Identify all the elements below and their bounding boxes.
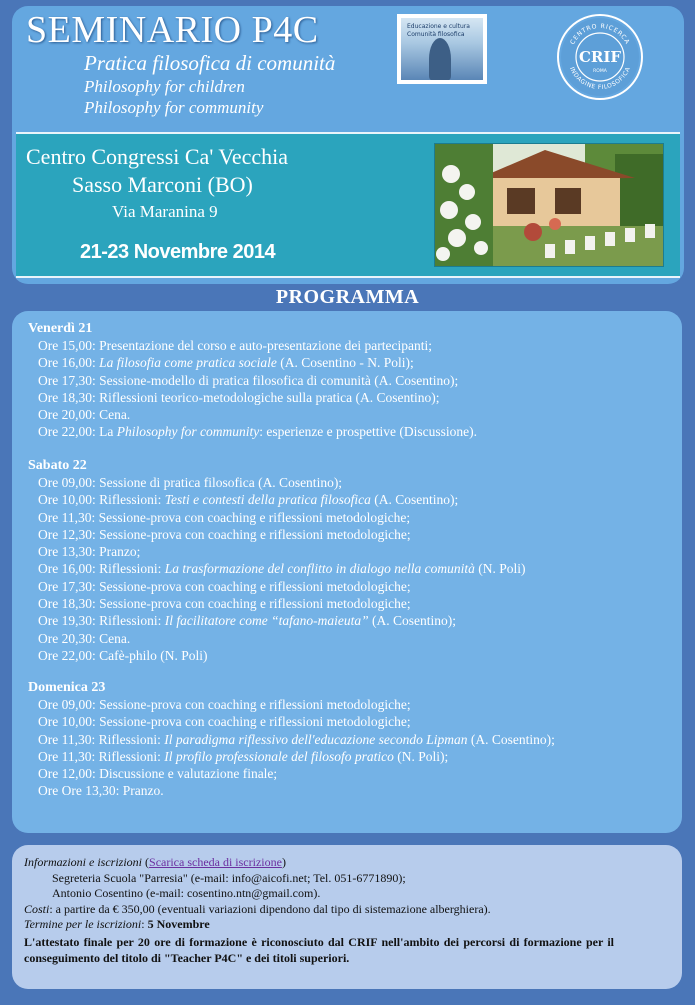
session-line: Ore 18,30: Riflessioni teorico-metodologiche sulla pratica (A. Cosentino); <box>38 389 440 405</box>
session-line: Ore 17,30: Sessione-prova con coaching e riflessioni metodologiche; <box>38 578 411 594</box>
info-header: Informazioni e iscrizioni (Scarica scheda di iscrizione) <box>24 855 286 869</box>
day-title: Sabato 22 <box>28 458 87 473</box>
session-line: Ore 12,30: Sessione-prova con coaching e riflessioni metodologiche; <box>38 526 411 542</box>
venue-photo <box>434 143 664 267</box>
crif-ring-top: CENTRO RICERCA <box>569 22 631 46</box>
session-line: Ore 15,00: Presentazione del corso e auto-presentazione dei partecipanti; <box>38 338 432 353</box>
day-title: Venerdì 21 <box>28 321 93 336</box>
session-line: Ore 17,30: Sessione-modello di pratica filosofica di comunità (A. Cosentino); <box>38 372 459 388</box>
info-label: Informazioni e iscrizioni <box>24 855 143 869</box>
certificate-note: L'attestato finale per 20 ore di formazione è riconosciuto dal CRIF nell'ambito dei percorsi di formazione per il conseguimento del titolo di "Teacher P4C" e dei titoli superiori. <box>24 934 614 965</box>
deadline-line: Termine per le iscrizioni: 5 Novembre <box>24 917 210 932</box>
contact-cosentino: Antonio Cosentino (e-mail: cosentino.ntn@gmail.com). <box>52 886 321 901</box>
subtitle-main: Pratica filosofica di comunità <box>84 51 336 75</box>
crif-acronym: CRIF <box>578 48 622 66</box>
contact-secretary: Segreteria Scuola "Parresia" (e-mail: info@aicofi.net; Tel. 051-6771890); <box>52 870 406 885</box>
costs-line: Costi: a partire da € 350,00 (eventuali variazioni dipendono dal tipo di sistemazione alberghiera). <box>24 901 491 916</box>
session-line: Ore 09,00: Sessione-prova con coaching e riflessioni metodologiche; <box>38 697 411 712</box>
session-line: Ore 20,30: Cena. <box>38 630 131 646</box>
page-title: SEMINARIO P4C <box>26 9 319 51</box>
book-cover-text: Educazione e cultura Comunità filosofica <box>407 23 470 38</box>
event-dates: 21-23 Novembre 2014 <box>80 241 276 263</box>
subtitle-community: Philosophy for community <box>84 98 264 117</box>
book-cover-image <box>397 14 487 84</box>
session-line: Ore 19,30: Riflessioni: Il facilitatore come “tafano-maieuta” (A. Cosentino); <box>38 613 456 629</box>
day-sunday <box>28 679 555 800</box>
session-line: Ore 11,30: Sessione-prova con coaching e riflessioni metodologiche; <box>38 509 411 525</box>
crif-city: ROMA <box>593 69 607 74</box>
statue-figure <box>429 38 451 80</box>
subtitle-children: Philosophy for children <box>84 77 245 96</box>
download-form-link[interactable]: Scarica scheda di iscrizione <box>149 855 282 869</box>
day-friday <box>28 320 477 441</box>
session-line: Ore 16,00: La filosofia come pratica sociale (A. Cosentino - N. Poli); <box>38 355 414 371</box>
venue-city: Sasso Marconi (BO) <box>72 172 253 197</box>
crif-logo <box>557 14 643 100</box>
venue-band <box>16 132 680 278</box>
session-line: Ore 22,00: Cafè-philo (N. Poli) <box>38 647 208 663</box>
venue-street: Via Maranina 9 <box>112 202 218 221</box>
session-line: Ore 11,30: Riflessioni: Il profilo professionale del filosofo pratico (N. Poli); <box>38 748 449 764</box>
day-saturday <box>28 457 526 664</box>
crif-ring-bottom: INDAGINE FILOSOFICA <box>568 65 632 92</box>
session-line: Ore 20,00: Cena. <box>38 407 131 423</box>
session-line: Ore 13,30: Pranzo; <box>38 544 141 560</box>
venue-name: Centro Congressi Ca' Vecchia <box>26 144 289 169</box>
session-line: Ore 10,00: Riflessioni: Testi e contesti della pratica filosofica (A. Cosentino); <box>38 492 459 508</box>
info-panel <box>12 845 682 989</box>
session-line: Ore 09,00: Sessione di pratica filosofica (A. Cosentino); <box>38 475 343 490</box>
session-line: Ore 22,00: La Philosophy for community: esperienze e prospettive (Discussione). <box>38 424 478 440</box>
session-line: Ore 16,00: Riflessioni: La trasformazione del conflitto in dialogo nella comunità (N. Poli) <box>38 561 526 577</box>
header-panel <box>12 6 684 284</box>
day-title: Domenica 23 <box>28 680 106 695</box>
session-line: Ore 11,30: Riflessioni: Il paradigma riflessivo dell'educazione secondo Lipman (A. Cosentino); <box>38 731 555 747</box>
session-line: Ore 12,00: Discussione e valutazione finale; <box>38 766 278 782</box>
program-panel <box>12 311 682 833</box>
session-line: Ore 10,00: Sessione-prova con coaching e riflessioni metodologiche; <box>38 714 411 730</box>
session-line: Ore Ore 13,30: Pranzo. <box>38 783 164 799</box>
session-line: Ore 18,30: Sessione-prova con coaching e riflessioni metodologiche; <box>38 596 411 612</box>
programma-title: PROGRAMMA <box>275 286 420 308</box>
